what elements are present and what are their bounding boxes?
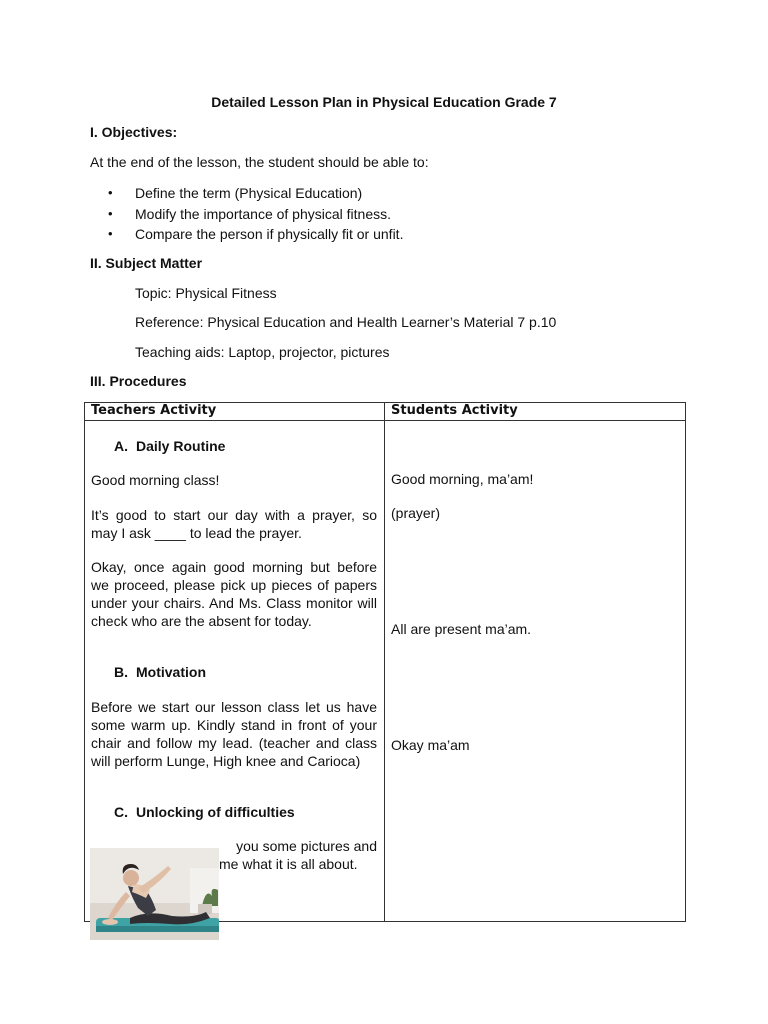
objectives-list [90, 183, 403, 245]
objectives-heading: I. Objectives: [90, 124, 178, 140]
section-c-title: Unlocking of difficulties [136, 804, 295, 820]
topic-line: Topic: Physical Fitness [135, 285, 277, 301]
yoga-stretch-photo [90, 848, 219, 940]
subject-matter-heading: II. Subject Matter [90, 255, 203, 271]
section-a-title: Daily Routine [136, 438, 226, 454]
document-title: Detailed Lesson Plan in Physical Education Grade 7 [211, 94, 557, 110]
teacher-pictures-line-2: me what it is all about. [219, 856, 358, 872]
section-b-letter: B. [114, 664, 128, 680]
student-okay: Okay ma’am [391, 737, 470, 753]
reference-line: Reference: Physical Education and Health Learner’s Material 7 p.10 [135, 314, 557, 330]
objective-item: • Modify the importance of physical fitness. [135, 204, 403, 225]
section-c-letter: C. [114, 804, 128, 820]
student-prayer: (prayer) [391, 505, 441, 521]
section-b-title: Motivation [136, 664, 206, 680]
procedures-heading: III. Procedures [90, 373, 187, 389]
section-b-heading [114, 664, 400, 680]
section-a-heading [114, 438, 400, 454]
teaching-aids-line: Teaching aids: Laptop, projector, pictures [135, 344, 390, 360]
teacher-prayer: It’s good to start our day with a prayer, so may I ask ____ to lead the prayer. [91, 507, 377, 541]
students-cell [385, 421, 686, 922]
teachers-activity-header: Teachers Activity [85, 403, 385, 421]
objectives-intro: At the end of the lesson, the student should be able to: [90, 154, 429, 170]
objective-item: • Compare the person if physically fit or unfit. [135, 224, 403, 245]
teacher-pictures-line-1: you some pictures and [236, 838, 377, 854]
student-present: All are present ma’am. [391, 621, 532, 637]
teacher-greeting: Good morning class! [91, 472, 220, 488]
teacher-warmup: Before we start our lesson class let us have some warm up. Kindly stand in front of your chair and follow my lead. (teacher and class will perform Lunge, High knee and Carioca) [91, 699, 377, 769]
teacher-papers: Okay, once again good morning but before we proceed, please pick up pieces of papers under your chairs. And Ms. Class monitor will check who are the absent for today. [91, 559, 377, 629]
objective-item: • Define the term (Physical Education) [135, 183, 403, 204]
procedures-table [84, 402, 686, 922]
students-activity-header: Students Activity [385, 403, 686, 421]
student-greeting: Good morning, ma’am! [391, 471, 534, 487]
section-c-heading [114, 804, 400, 820]
section-a-letter: A. [114, 438, 128, 454]
teacher-cell [85, 421, 385, 922]
